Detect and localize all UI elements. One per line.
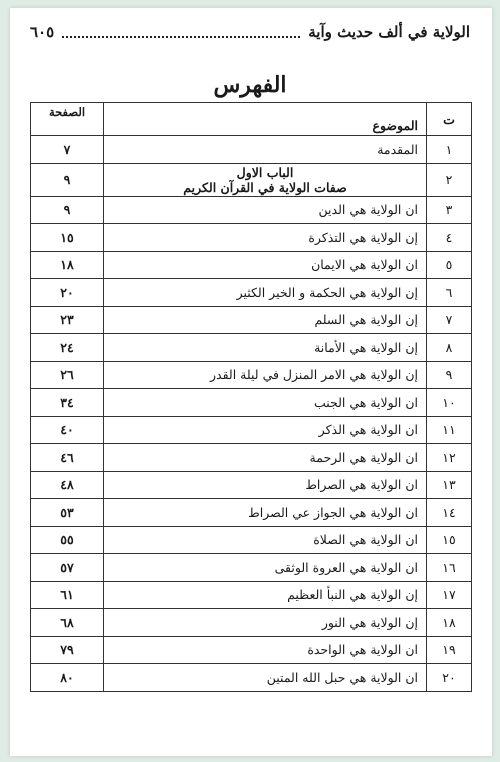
- row-number: ١٥: [427, 526, 472, 554]
- row-topic: ان الولاية هي الدين: [104, 196, 427, 224]
- table-row: [31, 554, 472, 582]
- row-number: ١٣: [427, 471, 472, 499]
- row-topic: إن الولاية هي الأمانة: [104, 334, 427, 362]
- chapter-heading: [104, 163, 427, 196]
- row-page: ١٥: [31, 224, 104, 252]
- table-row: [31, 526, 472, 554]
- row-number: ٧: [427, 306, 472, 334]
- table-row: [31, 389, 472, 417]
- row-topic: ان الولاية هي الرحمة: [104, 444, 427, 472]
- row-topic: ان الولاية هي الجواز عي الصراط: [104, 499, 427, 527]
- row-number: ١٠: [427, 389, 472, 417]
- row-page: ٢٤: [31, 334, 104, 362]
- row-page: ٩: [31, 163, 104, 196]
- header-num: ت: [427, 103, 472, 136]
- row-topic: ان الولاية هي العروة الوثقى: [104, 554, 427, 582]
- table-row: [31, 224, 472, 252]
- table-row: [31, 306, 472, 334]
- row-page: ٤٨: [31, 471, 104, 499]
- row-topic: إن الولاية هي النبأ العظيم: [104, 581, 427, 609]
- row-page: ٢٣: [31, 306, 104, 334]
- row-page: ٩: [31, 196, 104, 224]
- page-number: ٦٠٥: [30, 23, 55, 41]
- row-page: ٥٥: [31, 526, 104, 554]
- row-topic: ان الولاية هي الصلاة: [104, 526, 427, 554]
- row-number: ١٨: [427, 609, 472, 637]
- row-number: ١٤: [427, 499, 472, 527]
- table-row: [31, 279, 472, 307]
- table-row: [31, 251, 472, 279]
- row-page: ٢٠: [31, 279, 104, 307]
- row-topic: ان الولاية هي الصراط: [104, 471, 427, 499]
- row-topic: ان الولاية هي حبل الله المتين: [104, 664, 427, 692]
- row-topic: إن الولاية هي الحكمة و الخير الكثير: [104, 279, 427, 307]
- running-header: [30, 18, 470, 46]
- row-topic: ان الولاية هي الذكر: [104, 416, 427, 444]
- table-row: [31, 636, 472, 664]
- row-page: ٤٦: [31, 444, 104, 472]
- header-page: الصفحة: [31, 103, 104, 136]
- row-number: ٨: [427, 334, 472, 362]
- table-row: [31, 609, 472, 637]
- row-number: ١٩: [427, 636, 472, 664]
- row-topic: إن الولاية هي التذكرة: [104, 224, 427, 252]
- page-title: الفهرس: [213, 72, 287, 98]
- table-row: [31, 444, 472, 472]
- table-row: [31, 334, 472, 362]
- row-number: ١٦: [427, 554, 472, 582]
- table-row: [31, 499, 472, 527]
- row-page: ٨٠: [31, 664, 104, 692]
- row-number: ٩: [427, 361, 472, 389]
- table-row: [31, 361, 472, 389]
- row-number: ٦: [427, 279, 472, 307]
- row-number: ٤: [427, 224, 472, 252]
- row-page: ٦١: [31, 581, 104, 609]
- row-page: ٧٩: [31, 636, 104, 664]
- table-row: [31, 471, 472, 499]
- row-number: ٢٠: [427, 664, 472, 692]
- row-topic: إن الولاية هي السلم: [104, 306, 427, 334]
- header-topic: الموضوع: [104, 103, 427, 136]
- chapter-subtitle: صفات الولاية في القرآن الكريم: [183, 179, 347, 195]
- row-page: ٧: [31, 136, 104, 164]
- chapter-title: [112, 165, 418, 195]
- table-row: [31, 416, 472, 444]
- row-topic: إن الولاية هي النور: [104, 609, 427, 637]
- row-page: ٥٧: [31, 554, 104, 582]
- row-page: ٥٣: [31, 499, 104, 527]
- toc-body: [31, 136, 472, 692]
- row-number: ١٢: [427, 444, 472, 472]
- running-title: الولاية في ألف حديث وآية: [308, 23, 470, 41]
- table-row: [31, 664, 472, 692]
- row-number: ٢: [427, 163, 472, 196]
- dotted-leader: [62, 26, 300, 38]
- row-number: ٥: [427, 251, 472, 279]
- row-number: ١٧: [427, 581, 472, 609]
- table-row: [31, 163, 472, 196]
- row-topic: ان الولاية هي الجنب: [104, 389, 427, 417]
- row-number: ١١: [427, 416, 472, 444]
- row-topic: المقدمة: [104, 136, 427, 164]
- row-topic: ان الولاية هي الواحدة: [104, 636, 427, 664]
- row-page: ٤٠: [31, 416, 104, 444]
- row-topic: ان الولاية هي الايمان: [104, 251, 427, 279]
- table-row: [31, 196, 472, 224]
- row-page: ٦٨: [31, 609, 104, 637]
- table-row: [31, 136, 472, 164]
- row-page: ٢٦: [31, 361, 104, 389]
- row-page: ٣٤: [31, 389, 104, 417]
- row-number: ٣: [427, 196, 472, 224]
- row-page: ١٨: [31, 251, 104, 279]
- toc-table: [30, 102, 472, 692]
- row-topic: إن الولاية هي الامر المنزل في ليلة القدر: [104, 361, 427, 389]
- toc-header-row: [31, 103, 472, 136]
- table-row: [31, 581, 472, 609]
- chapter-label: الباب الاول: [236, 164, 294, 180]
- row-number: ١: [427, 136, 472, 164]
